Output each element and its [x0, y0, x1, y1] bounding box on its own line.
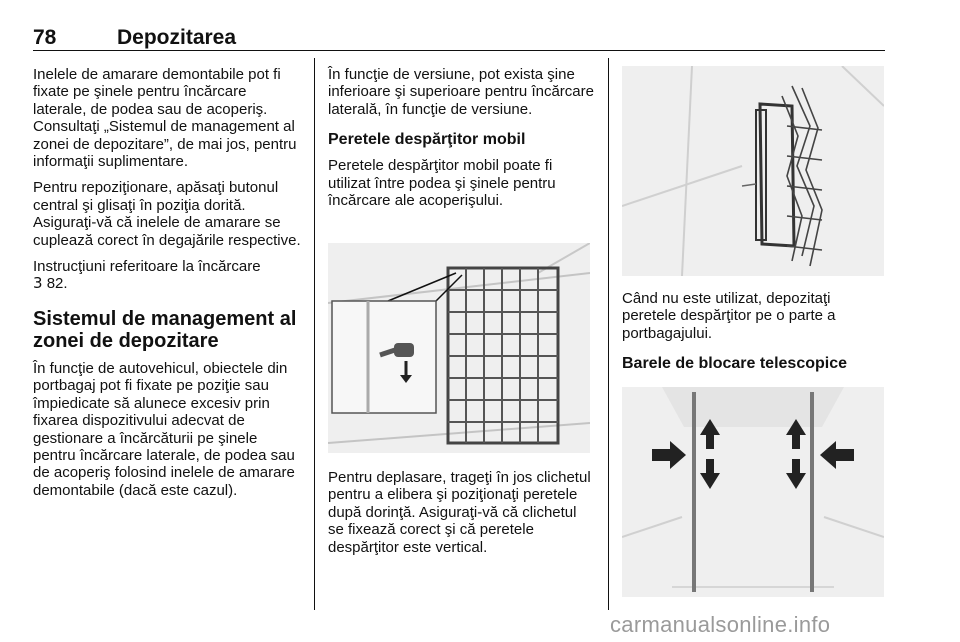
- loading-instructions-label: Instrucţiuni referitoare la încărcare: [33, 258, 261, 276]
- section-heading-storage-management: Sistemul de management al zonei de depozitare: [33, 307, 297, 352]
- page-ref-link[interactable]: 82.: [42, 275, 68, 293]
- column-2-lower: [328, 469, 596, 565]
- watermark: carmanualsonline.info: [610, 612, 831, 637]
- section-heading-partition: Peretele despărţitor mobil: [328, 131, 526, 149]
- telescopic-bars-illustration: [622, 387, 884, 597]
- paragraph-rails-version: În funcţie de versiune, pot exista şine inferioare şi superioare pentru încărcare laterală, în funcţie de versiune.: [328, 66, 594, 118]
- paragraph-repositioning: Pentru repoziţionare, apăsaţi butonul central şi glisaţi în poziţia dorită. Asiguraţi-vă că inelele de amarare se cuplează corect în degajările respective.: [33, 179, 301, 249]
- paragraph-lashing-eyes: Inelele de amarare demontabile pot fi fixate pe şinele pentru încărcare laterale, de podea sau de acoperiş. Consultaţi „Sistemul de management al zonei de depozitare”, de mai jos, pentru informaţii suplimentare.: [33, 66, 297, 171]
- header-rule: [33, 50, 885, 51]
- partition-net-illustration: [328, 243, 590, 453]
- column-1: [33, 66, 301, 508]
- column-2: [328, 66, 596, 218]
- partition-stowed-drawing: [622, 66, 884, 276]
- page-number: 78: [33, 26, 57, 49]
- column-divider-1: [314, 58, 315, 610]
- paragraph-partition-use: Peretele despărţitor mobil poate fi utilizat între podea şi şinele pentru încărcare ale acoperişului.: [328, 157, 556, 210]
- telescopic-bars-drawing: [622, 387, 884, 597]
- partition-stowed-illustration: [622, 66, 884, 276]
- page-header: [33, 6, 885, 49]
- partition-net-drawing: [328, 243, 590, 453]
- paragraph-loading-ref: [33, 258, 301, 293]
- section-heading-telescopic-bars: Barele de blocare telescopice: [622, 355, 847, 373]
- page-ref-icon: 3: [33, 274, 43, 293]
- column-3: [622, 290, 886, 381]
- column-divider-2: [608, 58, 609, 610]
- chapter-title: Depozitarea: [117, 26, 237, 49]
- paragraph-partition-storage: Când nu este utilizat, depozitaţi peretele despărţitor pe o parte a portbagajului.: [622, 290, 836, 342]
- paragraph-storage-management: În funcţie de autovehicul, obiectele din portbagaj pot fi fixate pe poziţie sau împiedicate să alunece excesiv prin fixarea dispozitivului adecvat de gestionare a încărcăturii pe şinele pentru încărcare laterale, de podea sau de acoperiş folosind inelele de amarare demontabile (dacă este cazul).: [33, 359, 295, 499]
- paragraph-partition-move: Pentru deplasare, trageţi în jos clichetul pentru a elibera şi poziţionaţi peretele după dorinţă. Asiguraţi-vă că clichetul se fixează corect şi că peretele despărţitor este vertical.: [328, 469, 591, 556]
